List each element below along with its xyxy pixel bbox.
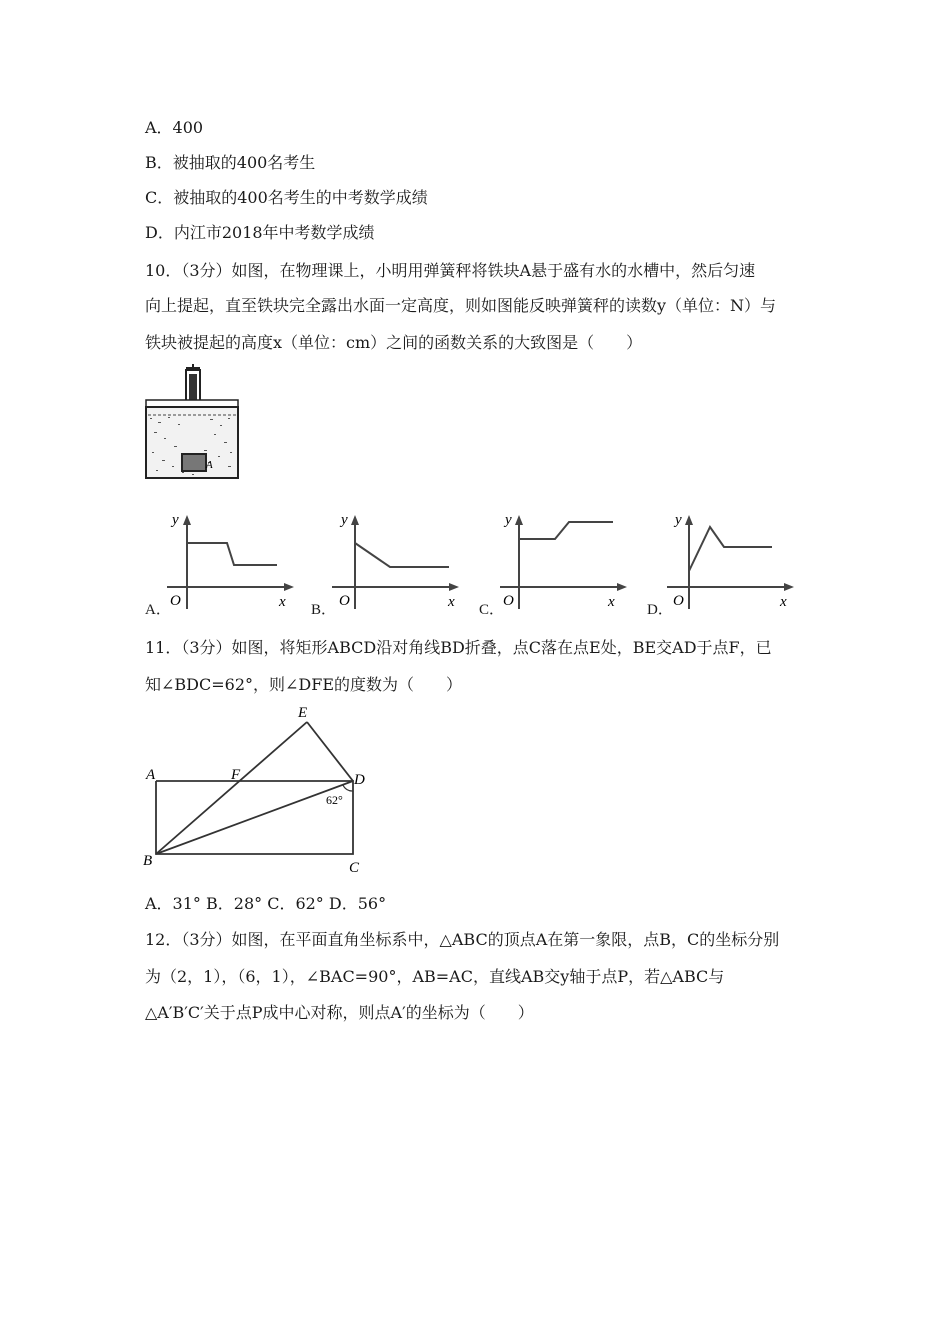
graph-c-xlabel: x <box>608 594 615 610</box>
graph-a-curve <box>187 543 277 565</box>
label-b: B <box>143 853 153 869</box>
iron-block <box>182 454 206 471</box>
graph-b-xlabel: x <box>448 594 455 610</box>
tank-rim <box>146 400 238 407</box>
graph-a-xlabel: x <box>279 594 286 610</box>
q12-line-1: 12．（3分）如图，在平面直角坐标系中，△ABC的顶点A在第一象限，点B，C的坐标分别 <box>145 930 780 949</box>
iron-block-label: A <box>206 459 213 471</box>
q10-line-2: 向上提起，直至铁块完全露出水面一定高度，则如图能反映弹簧秤的读数y（单位：N）与 <box>145 296 777 315</box>
q9-option-c: C．被抽取的400名考生的中考数学成绩 <box>145 188 428 207</box>
q9-option-a: A．400 <box>145 118 204 137</box>
rectangle-fold-figure <box>140 700 370 878</box>
graph-c-origin: O <box>503 593 514 609</box>
graph-c-option: C． <box>479 602 505 618</box>
graph-c-ylabel: y <box>505 512 512 528</box>
spring-scale-figure <box>142 362 242 484</box>
segment-ed <box>307 722 353 781</box>
graph-d-option: D． <box>647 602 673 618</box>
label-c: C <box>349 860 360 876</box>
label-e: E <box>298 705 308 721</box>
graph-d-curve <box>689 527 772 571</box>
label-f: F <box>231 767 241 783</box>
graph-b <box>327 505 462 613</box>
graph-b-ylabel: y <box>341 512 348 528</box>
graph-a-ylabel: y <box>172 512 179 528</box>
angle-label: 62° <box>326 793 343 807</box>
graph-b-origin: O <box>339 593 350 609</box>
q11-line-1: 11．（3分）如图，将矩形ABCD沿对角线BD折叠，点C落在点E处，BE交AD于点F，已 <box>145 638 772 657</box>
graph-b-option: B． <box>311 602 337 618</box>
q10-line-3: 铁块被提起的高度x（单位：cm）之间的函数关系的大致图是（ ） <box>145 333 643 352</box>
graph-c <box>495 505 630 613</box>
graph-a <box>162 505 297 613</box>
q9-option-b: B．被抽取的400名考生 <box>145 153 316 172</box>
q11-line-2: 知∠BDC=62°，则∠DFE的度数为（ ） <box>145 675 463 694</box>
graph-d-origin: O <box>673 593 684 609</box>
q9-option-d: D．内江市2018年中考数学成绩 <box>145 223 375 242</box>
diagonal-bd <box>156 781 353 854</box>
q12-line-2: 为（2，1），（6，1），∠BAC=90°，AB=AC，直线AB交y轴于点P，若△ABC与 <box>145 967 725 986</box>
graph-d-ylabel: y <box>675 512 682 528</box>
segment-be <box>156 722 307 854</box>
graph-a-origin: O <box>170 593 181 609</box>
graph-d-xlabel: x <box>780 594 787 610</box>
q11-options: A．31° B．28° C．62° D．56° <box>145 894 387 913</box>
q12-line-3: △A′B′C′关于点P成中心对称，则点A′的坐标为（ ） <box>145 1003 534 1022</box>
graph-a-option: A． <box>145 602 171 618</box>
q10-line-1: 10．（3分）如图，在物理课上，小明用弹簧秤将铁块A悬于盛有水的水槽中，然后匀速 <box>145 261 756 280</box>
graph-d <box>662 505 797 613</box>
graph-c-curve <box>519 522 613 539</box>
label-a: A <box>146 767 156 783</box>
label-d: D <box>354 772 365 788</box>
graph-b-curve <box>355 543 449 567</box>
